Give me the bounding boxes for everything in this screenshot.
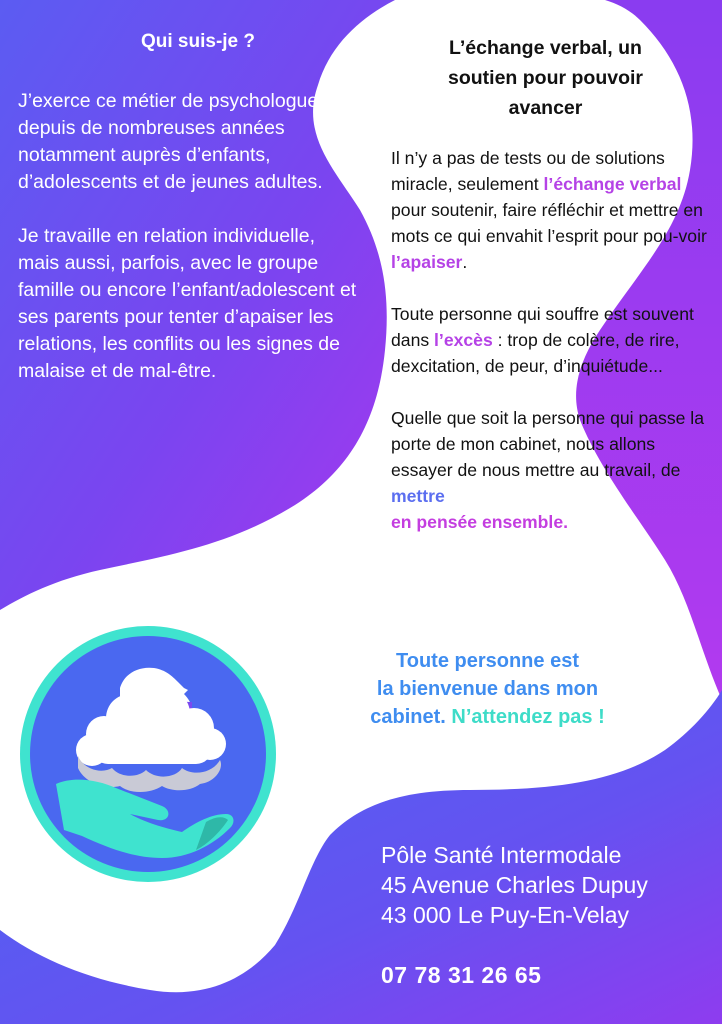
text-span: : trop de colère, de rire, dexcitation, de peur, d’inquiétude...	[391, 330, 680, 376]
method-paragraph-1	[391, 145, 721, 275]
highlight-mettre: mettre	[391, 486, 445, 506]
welcome-cabinet: cabinet.	[370, 706, 446, 728]
highlight-exces: l’excès	[434, 330, 493, 350]
title-line-3: avancer	[508, 97, 583, 119]
intro-paragraph-2: Je travaille en relation individuelle, mais aussi, parfois, avec le groupe famille ou encore l’enfant/adolescent et ses parents pour tenter d’apaiser les relations, les conflits ou les signes de malaise et de mal-être.	[18, 225, 357, 382]
address-line-1: Pôle Santé Intermodale	[381, 842, 622, 868]
who-am-i-title: Qui suis-je ?	[140, 31, 256, 52]
verbal-exchange-text	[391, 145, 721, 561]
verbal-exchange-title	[408, 33, 683, 123]
phone-number[interactable]: 07 78 31 26 65	[381, 962, 542, 988]
text-span: Il n’y a pas de tests ou de solutions miracle, seulement	[391, 148, 665, 194]
intro-paragraph-1: J’exerce ce métier de psychologue depuis de nombreuses années notamment auprès d’enfants, d’adolescents et de jeunes adultes.	[18, 90, 323, 193]
highlight-en-pensee: en pensée ensemble.	[391, 512, 568, 532]
method-paragraph-3	[391, 405, 721, 535]
welcome-line-2: la bienvenue dans mon	[376, 678, 599, 700]
intro-text	[18, 88, 358, 412]
highlight-apaiser: l’apaiser	[391, 252, 463, 272]
title-line-1: L’échange verbal, un	[449, 37, 642, 59]
text-span: .	[462, 252, 468, 272]
welcome-message	[310, 647, 665, 731]
highlight-echange-verbal: l’échange verbal	[543, 174, 682, 194]
hand-cloud-head-icon	[12, 618, 284, 890]
title-line-2: soutien pour pouvoir	[448, 67, 643, 89]
welcome-call-to-action: N’attendez pas !	[451, 706, 605, 728]
method-paragraph-2	[391, 301, 721, 379]
welcome-line-3	[310, 703, 665, 731]
address-block	[381, 840, 711, 930]
address-line-3: 43 000 Le Puy-En-Velay	[381, 902, 630, 928]
text-span: Toute personne qui souffre est souvent dans	[391, 304, 694, 350]
text-span: pour soutenir, faire réfléchir et mettre en mots ce qui envahit l’esprit pour pou-voir	[391, 200, 707, 246]
welcome-line-1: Toute personne est	[396, 650, 579, 672]
address-line-2: 45 Avenue Charles Dupuy	[381, 872, 648, 898]
text-span: Quelle que soit la personne qui passe la porte de mon cabinet, nous allons essayer de nous mettre au travail, de	[391, 408, 704, 480]
